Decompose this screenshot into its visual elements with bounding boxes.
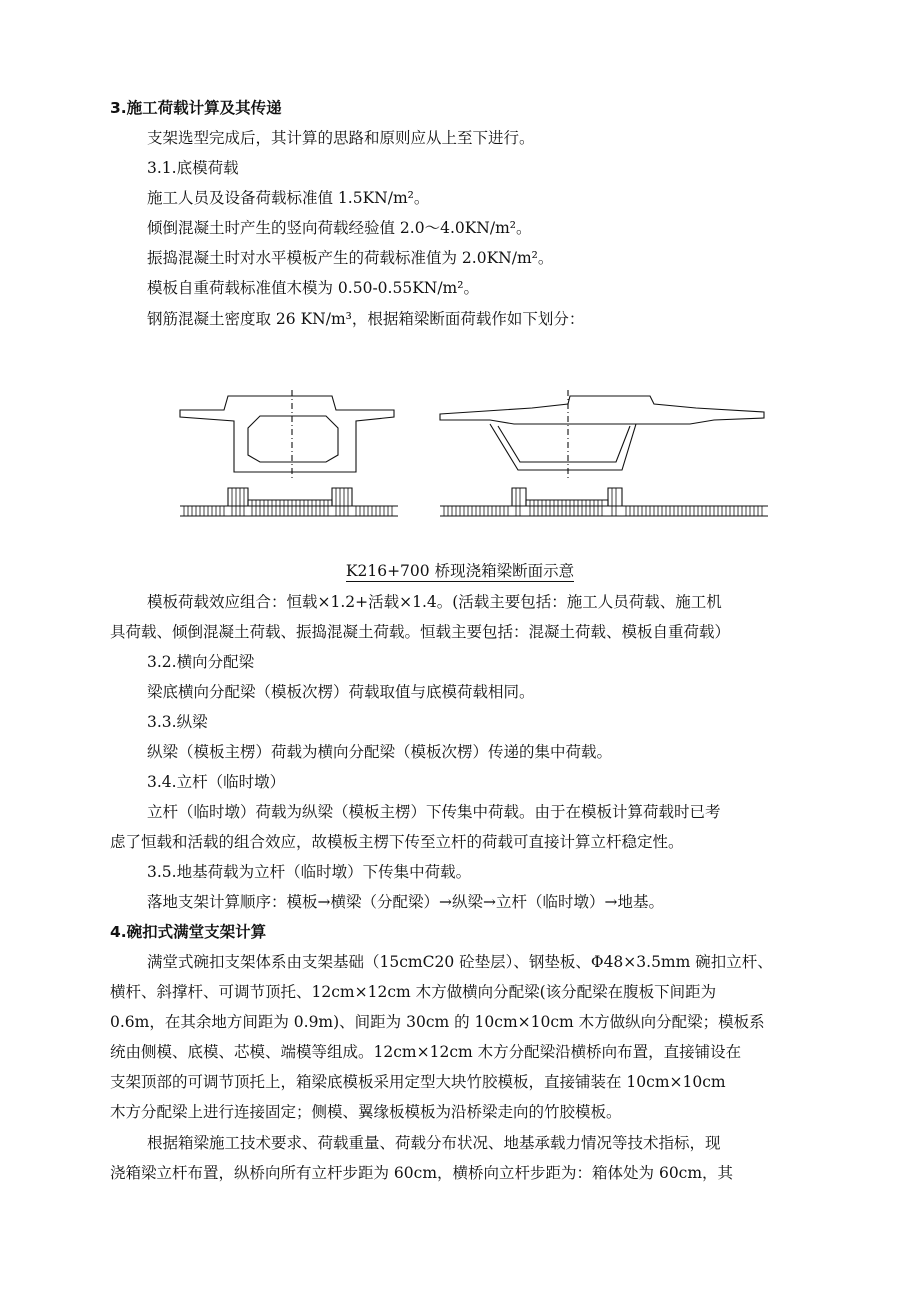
load-line-2: 倾倒混凝土时产生的竖向荷载经验值 2.0～4.0KN/m²。 [147,219,532,237]
box-girder-cross-section-figure [176,390,830,524]
section-4-p2-line-1: 根据箱梁施工技术要求、荷载重量、荷载分布状况、地基承载力情况等技术指标，现 [147,1134,721,1152]
section-4-p1-line-4: 统由侧模、底模、芯模、端模等组成。12cm×12cm 木方分配梁沿横桥向布置，直接铺设在 [110,1043,742,1061]
load-line-1: 施工人员及设备荷载标准值 1.5KN/m²。 [147,189,430,207]
subsection-3-1-title: 3.1.底模荷载 [147,159,239,177]
section-4-p1-line-6: 木方分配梁上进行连接固定；侧模、翼缘板模板为沿桥梁走向的竹胶模板。 [110,1103,622,1121]
subsection-3-4-line-2: 虑了恒载和活载的组合效应，故模板主楞下传至立杆的荷载可直接计算立杆稳定性。 [110,833,684,851]
subsection-3-5-title: 3.5.地基荷载为立杆（临时墩）下传集中荷载。 [147,863,472,881]
right-box-girder-section [440,390,764,480]
load-line-3: 振捣混凝土时对水平模板产生的荷载标准值为 2.0KN/m²。 [147,249,554,267]
section-4-p2-line-2: 浇箱梁立杆布置，纵桥向所有立杆步距为 60cm，横桥向立杆步距为：箱体处为 60cm，其 [110,1164,734,1182]
section-3-intro: 支架选型完成后，其计算的思路和原则应从上至下进行。 [147,129,535,147]
subsection-3-4-line-1: 立杆（临时墩）荷载为纵梁（模板主楞）下传集中荷载。由于在模板计算荷载时已考 [147,803,721,821]
combination-line-2: 具荷载、倾倒混凝土荷载、振捣混凝土荷载。恒载主要包括：混凝土荷载、模板自重荷载） [110,623,731,641]
left-box-girder-section [180,390,394,480]
left-load-diagram [180,488,398,516]
figure-caption [0,561,920,581]
section-4-p1-line-1: 满堂式碗扣支架体系由支架基础（15cmC20 砼垫层）、钢垫板、Φ48×3.5mm 碗扣立杆、 [147,953,773,971]
figure-caption-text: K216+700 桥现浇箱梁断面示意 [345,562,575,580]
right-load-diagram [440,488,768,516]
subsection-3-3-title: 3.3.纵梁 [147,713,208,731]
section-3-heading: 3.施工荷载计算及其传递 [110,99,282,117]
subsection-3-2-title: 3.2.横向分配梁 [147,653,255,671]
subsection-3-4-title: 3.4.立杆（临时墩） [147,773,286,791]
subsection-3-2-text: 梁底横向分配梁（模板次楞）荷载取值与底模荷载相同。 [147,683,535,701]
subsection-3-3-text: 纵梁（模板主楞）荷载为横向分配梁（模板次楞）传递的集中荷载。 [147,743,613,761]
section-4-p1-line-2: 横杆、斜撑杆、可调节顶托、12cm×12cm 木方做横向分配梁(该分配梁在腹板下间距为 [110,983,717,1001]
combination-line-1: 模板荷载效应组合：恒载×1.2+活载×1.4。(活载主要包括：施工人员荷载、施工机 [147,593,722,611]
load-line-4: 模板自重荷载标准值木模为 0.50-0.55KN/m²。 [147,279,479,297]
section-4-p1-line-3: 0.6m，在其余地方间距为 0.9m)、间距为 30cm 的 10cm×10cm 木方做纵向分配梁；模板系 [110,1013,765,1031]
section-4-p1-line-5: 支架顶部的可调节顶托上，箱梁底模板采用定型大块竹胶模板，直接铺装在 10cm×10cm [110,1073,726,1091]
calculation-order: 落地支架计算顺序：模板→横梁（分配梁）→纵梁→立杆（临时墩）→地基。 [147,893,664,911]
load-line-5: 钢筋混凝土密度取 26 KN/m³，根据箱梁断面荷载作如下划分： [147,310,585,328]
section-4-heading: 4.碗扣式满堂支架计算 [110,923,267,941]
